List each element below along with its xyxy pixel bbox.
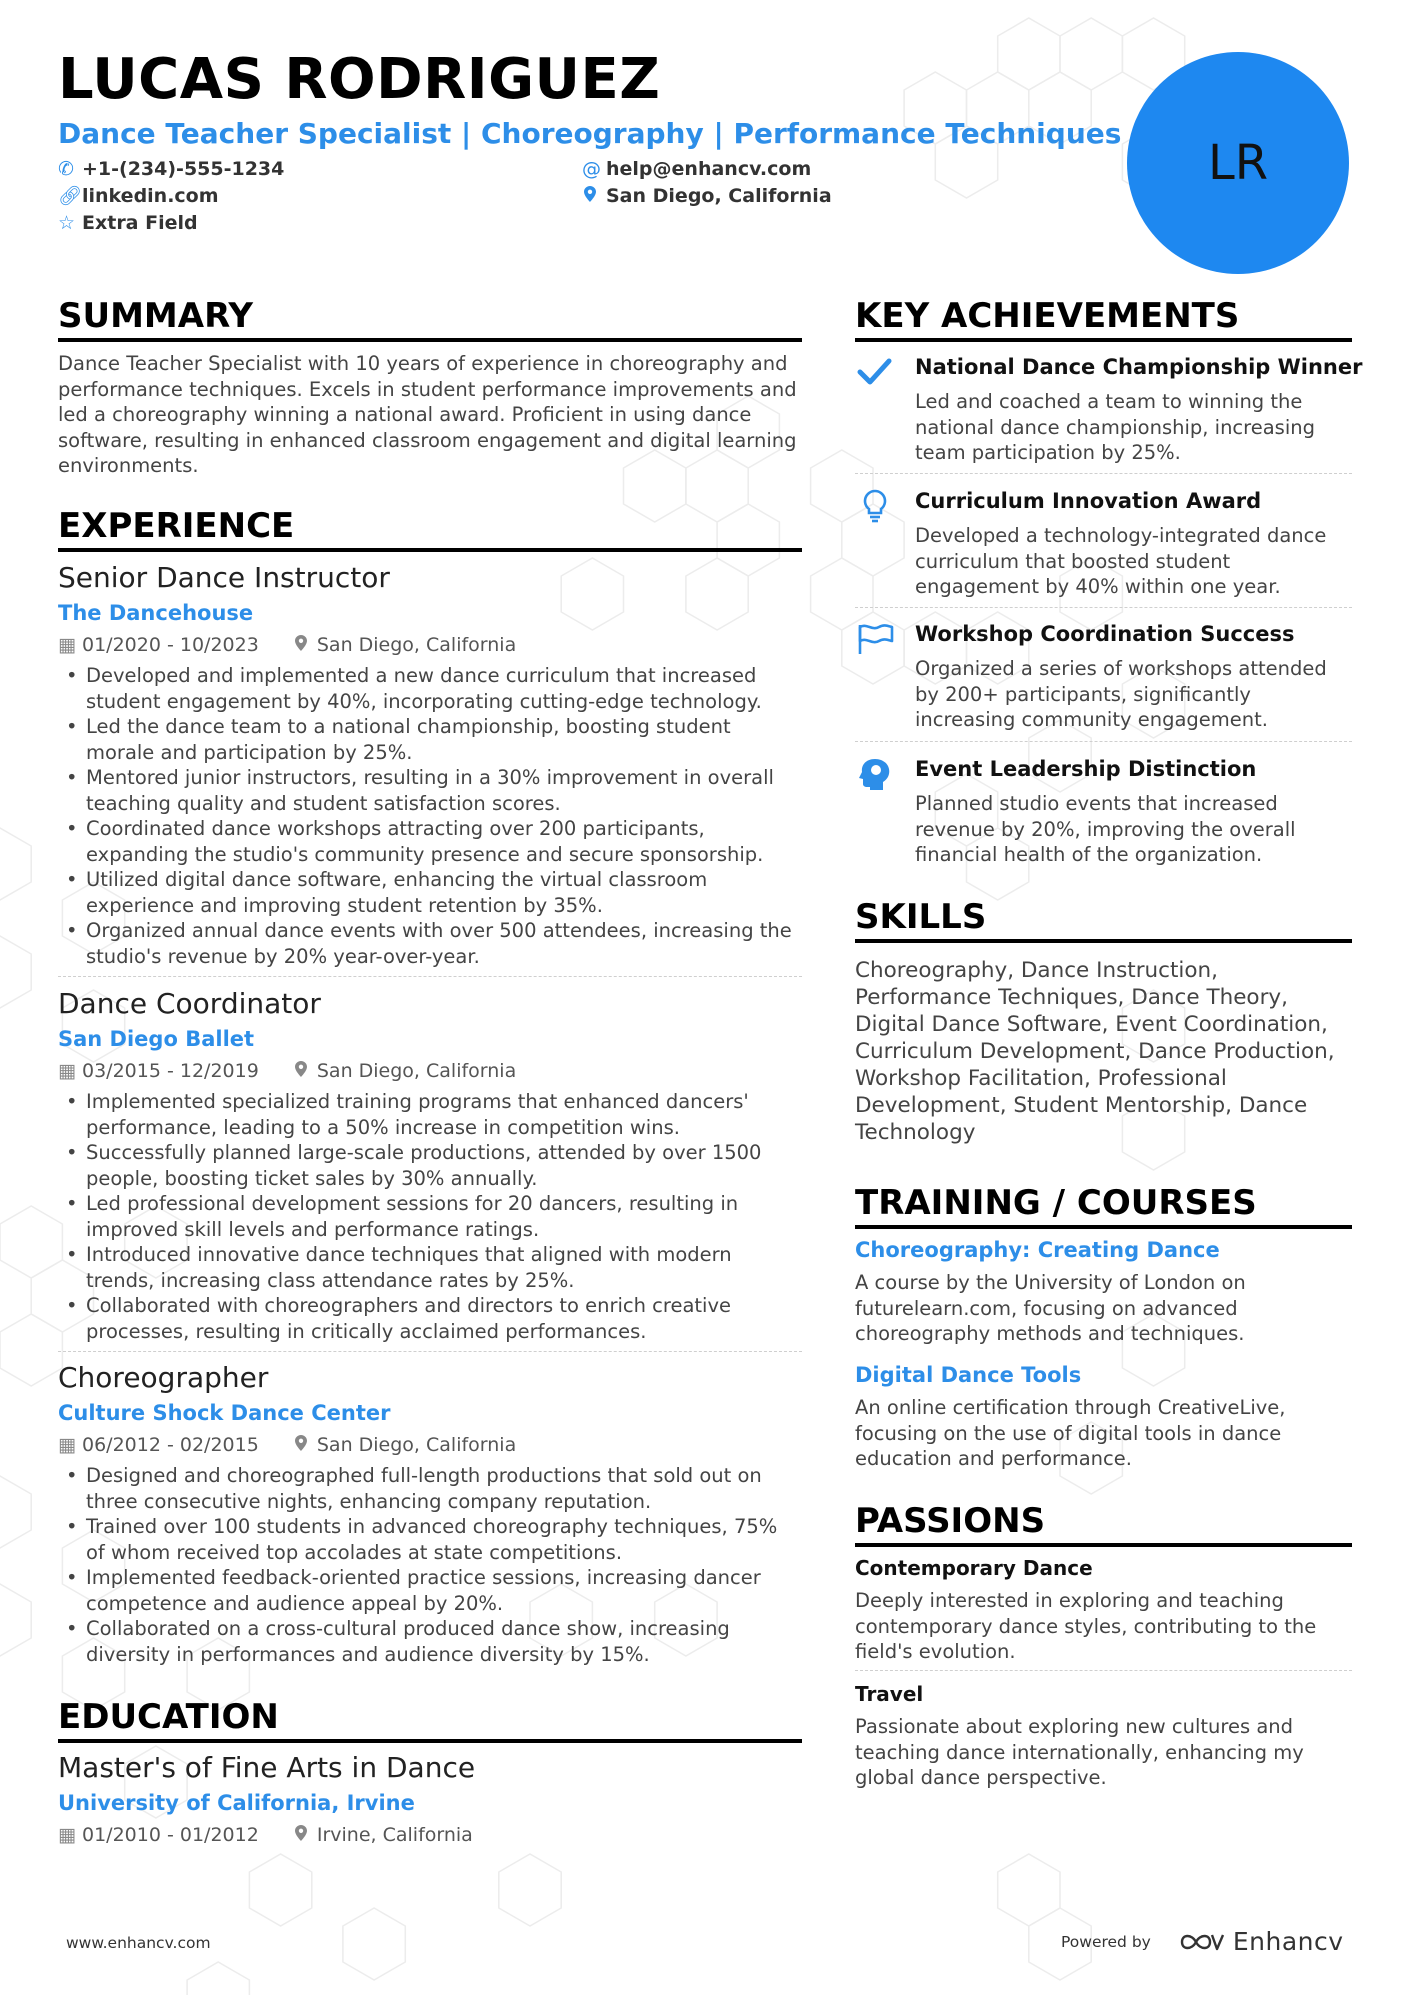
achievement-desc: Developed a technology-integrated dance curriculum that boosted student engagement by 40% within one year.	[915, 524, 1327, 598]
summary-title: SUMMARY	[58, 296, 802, 342]
job-dates: 06/2012 - 02/2015	[82, 1434, 259, 1456]
skills-list: Choreography, Dance Instruction, Performance Techniques, Dance Theory, Digital Dance Software, Event Coordination, Curriculum Development, Dance Production, Workshop Facilitation, Professional Development, Student Mentorship, Dance Technology	[855, 958, 1335, 1145]
avatar-initials: LR	[1207, 135, 1269, 191]
achievement-title: Event Leadership Distinction	[915, 757, 1257, 781]
bullet-item: • Led professional development sessions for 20 dancers, resulting in improved skill levels and performance ratings.	[58, 1191, 802, 1242]
job-dates: 03/2015 - 12/2019	[82, 1060, 259, 1082]
section-divider	[855, 1670, 1352, 1671]
job-meta	[58, 1059, 802, 1083]
education-dates: 01/2010 - 01/2012	[82, 1824, 259, 1846]
contact-extra	[58, 211, 198, 235]
passion-desc: Deeply interested in exploring and teaching contemporary dance styles, contributing to the field's evolution.	[855, 1589, 1317, 1663]
phone-icon: ✆	[58, 158, 74, 180]
achievement-desc: Led and coached a team to winning the national dance championship, increasing team participation by 25%.	[915, 390, 1315, 464]
enhancv-logo-icon	[1179, 1929, 1225, 1955]
job-entry	[58, 1361, 802, 1667]
skills-title: SKILLS	[855, 897, 1352, 943]
achievement-title: National Dance Championship Winner	[915, 355, 1363, 379]
company-name: Culture Shock Dance Center	[58, 1401, 391, 1425]
bullet-item: • Utilized digital dance software, enhancing the virtual classroom experience and improving student retention by 35%.	[58, 867, 802, 918]
achievement-desc: Planned studio events that increased revenue by 20%, improving the overall financial health of the organization.	[915, 792, 1296, 866]
job-meta	[58, 633, 802, 657]
brand-name: Enhancv	[1232, 1927, 1344, 1956]
achievement-desc: Organized a series of workshops attended by 200+ participants, significantly increasing community engagement.	[915, 657, 1327, 731]
summary-text: Dance Teacher Specialist with 10 years of experience in choreography and performance techniques. Excels in student performance improvements and led a choreography winning a national award. Proficient in using dance software, resulting in enhanced classroom engagement and digital learning environments.	[58, 352, 797, 477]
extra-text: Extra Field	[82, 212, 198, 234]
experience-title: EXPERIENCE	[58, 506, 802, 552]
bullet-item: • Mentored junior instructors, resulting in a 30% improvement in overall teaching quality and student satisfaction scores.	[58, 765, 802, 816]
job-bullets	[58, 1089, 802, 1344]
bullet-item: • Designed and choreographed full-length productions that sold out on three consecutive nights, enhancing company reputation.	[58, 1463, 802, 1514]
candidate-name: LUCAS RODRIGUEZ	[58, 47, 661, 112]
job-bullets	[58, 1463, 802, 1667]
job-location: San Diego, California	[316, 1434, 517, 1456]
location-pin-icon	[293, 633, 309, 657]
achievements-title: KEY ACHIEVEMENTS	[855, 296, 1352, 342]
calendar-icon: ▦	[58, 1824, 76, 1846]
head-brain-icon	[855, 757, 895, 791]
at-sign-icon: @	[582, 158, 601, 180]
contact-linkedin[interactable]	[58, 184, 219, 208]
job-entry	[58, 987, 802, 1344]
job-bullets	[58, 663, 802, 969]
course-title: Choreography: Creating Dance	[855, 1238, 1220, 1262]
training-title: TRAINING / COURSES	[855, 1183, 1352, 1229]
company-name: The Dancehouse	[58, 601, 254, 625]
bullet-item: • Coordinated dance workshops attracting over 200 participants, expanding the studio's community presence and secure sponsorship.	[58, 816, 802, 867]
job-dates: 01/2020 - 10/2023	[82, 634, 259, 656]
bullet-item: • Organized annual dance events with over 500 attendees, increasing the studio's revenue by 20% year-over-year.	[58, 918, 802, 969]
star-icon: ☆	[58, 212, 76, 234]
course-desc: A course by the University of London on futurelearn.com, focusing on advanced choreography methods and techniques.	[855, 1271, 1246, 1345]
passions-title: PASSIONS	[855, 1501, 1352, 1547]
section-divider	[855, 741, 1352, 742]
passion-title: Contemporary Dance	[855, 1556, 1093, 1580]
candidate-headline: Dance Teacher Specialist | Choreography | Performance Techniques	[58, 117, 1122, 150]
calendar-icon: ▦	[58, 1434, 76, 1456]
contact-phone	[58, 157, 284, 181]
phone-text: +1-(234)-555-1234	[82, 158, 285, 180]
lightbulb-icon	[855, 489, 895, 523]
passion-title: Travel	[855, 1682, 924, 1706]
checkmark-icon	[855, 355, 895, 389]
linkedin-text[interactable]: linkedin.com	[82, 185, 219, 207]
section-divider	[58, 976, 802, 977]
location-pin-icon	[293, 1433, 309, 1457]
location-pin-icon	[293, 1059, 309, 1083]
degree-title: Master's of Fine Arts in Dance	[58, 1751, 476, 1784]
bullet-item: • Implemented specialized training programs that enhanced dancers' performance, leading to a 50% increase in competition wins.	[58, 1089, 802, 1140]
achievement-title: Workshop Coordination Success	[915, 622, 1295, 646]
location-pin-icon	[582, 184, 598, 208]
email-text[interactable]: help@enhancv.com	[606, 158, 812, 180]
education-location: Irvine, California	[316, 1824, 473, 1846]
job-title: Choreographer	[58, 1361, 269, 1394]
job-title: Senior Dance Instructor	[58, 561, 390, 594]
bullet-item: • Successfully planned large-scale productions, attended by over 1500 people, boosting ticket sales by 30% annually.	[58, 1140, 802, 1191]
flag-icon	[855, 622, 895, 656]
job-location: San Diego, California	[316, 1060, 517, 1082]
job-title: Dance Coordinator	[58, 987, 321, 1020]
bullet-item: • Collaborated on a cross-cultural produced dance show, increasing diversity in performances and audience diversity by 15%.	[58, 1616, 802, 1667]
bullet-item: • Developed and implemented a new dance curriculum that increased student engagement by 40%, incorporating cutting-edge technology.	[58, 663, 802, 714]
avatar	[1127, 52, 1349, 274]
bullet-item: • Led the dance team to a national championship, boosting student morale and participation by 25%.	[58, 714, 802, 765]
education-title: EDUCATION	[58, 1697, 802, 1743]
bullet-item: • Collaborated with choreographers and directors to enrich creative processes, resulting in critically acclaimed performances.	[58, 1293, 802, 1344]
location-text: San Diego, California	[606, 185, 832, 207]
education-entry	[58, 1751, 802, 1847]
contact-email[interactable]	[582, 157, 811, 181]
bullet-item: • Introduced innovative dance techniques that aligned with modern trends, increasing class attendance rates by 25%.	[58, 1242, 802, 1293]
job-entry	[58, 561, 802, 969]
contact-location	[582, 184, 832, 208]
location-pin-icon	[293, 1823, 309, 1847]
bullet-item: • Trained over 100 students in advanced choreography techniques, 75% of whom received top accolades at state competitions.	[58, 1514, 802, 1565]
school-name: University of California, Irvine	[58, 1791, 415, 1815]
footer-branding[interactable]	[1061, 1927, 1344, 1956]
company-name: San Diego Ballet	[58, 1027, 255, 1051]
education-meta	[58, 1823, 802, 1847]
section-divider	[855, 473, 1352, 474]
footer-website[interactable]: www.enhancv.com	[66, 1934, 211, 1952]
section-divider	[58, 1351, 802, 1352]
achievement-title: Curriculum Innovation Award	[915, 489, 1262, 513]
link-icon: 🔗︎	[58, 185, 83, 207]
course-desc: An online certification through CreativeLive, focusing on the use of digital tools in dance education and performance.	[855, 1396, 1286, 1470]
section-divider	[855, 607, 1352, 608]
powered-by-text: Powered by	[1061, 1932, 1151, 1951]
calendar-icon: ▦	[58, 634, 76, 656]
course-title: Digital Dance Tools	[855, 1363, 1082, 1387]
bullet-item: • Implemented feedback-oriented practice sessions, increasing dancer competence and audience appeal by 20%.	[58, 1565, 802, 1616]
job-location: San Diego, California	[316, 634, 517, 656]
passion-desc: Passionate about exploring new cultures and teaching dance internationally, enhancing my global dance perspective.	[855, 1715, 1304, 1789]
calendar-icon: ▦	[58, 1060, 76, 1082]
job-meta	[58, 1433, 802, 1457]
